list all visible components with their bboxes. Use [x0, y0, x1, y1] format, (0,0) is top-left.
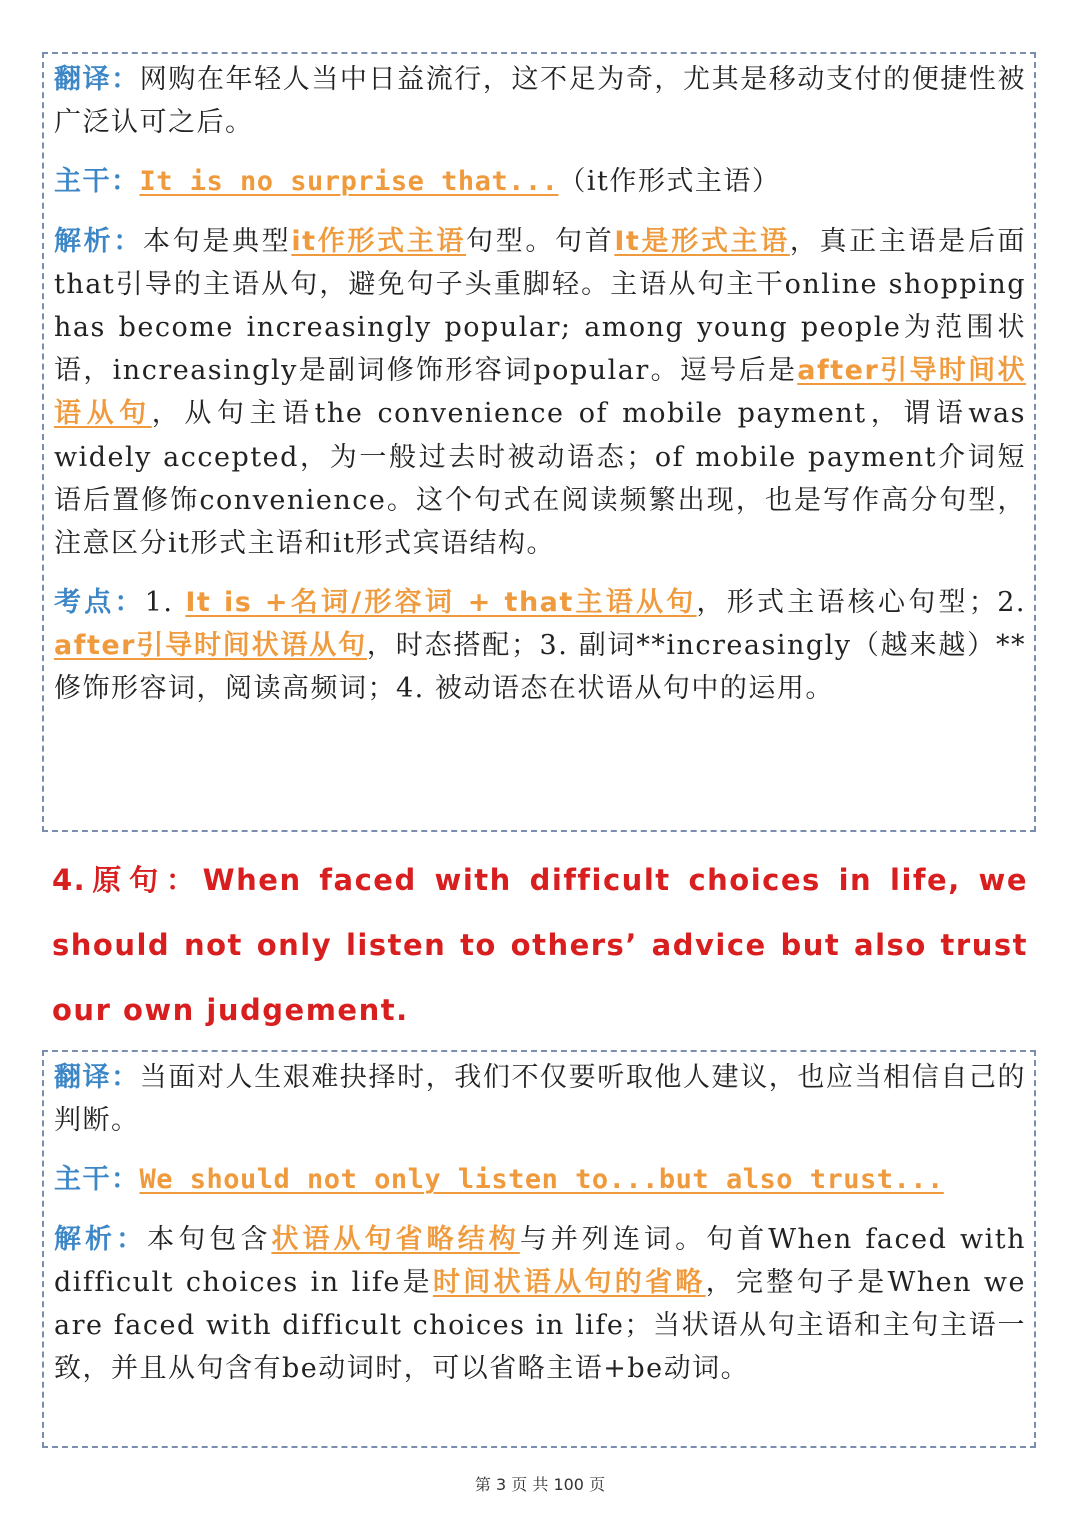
test-points-text-1: 1.: [144, 587, 186, 619]
main-clause-paragraph: [54, 1158, 1026, 1201]
analysis-highlight-2: It是形式主语: [614, 225, 790, 257]
test-points-highlight-1: It is +名词/形容词 + that主语从句: [185, 587, 697, 619]
test-points-text-3: ，时态搭配；3. 副词**increasingly（越来越）**修饰形容词，阅读高频词；4. 被动语态在状语从句中的运用。: [54, 630, 1026, 705]
original-label: 4.原句：: [52, 863, 203, 897]
main-clause-note: （it作形式主语）: [558, 166, 781, 198]
analysis-label: 解析：: [54, 1223, 148, 1255]
translation-text: 当面对人生艰难抉择时，我们不仅要听取他人建议，也应当相信自己的判断。: [54, 1062, 1027, 1137]
analysis-label: 解析：: [54, 225, 144, 257]
analysis-highlight-1: it作形式主语: [291, 225, 467, 257]
test-points-paragraph: [54, 581, 1026, 711]
analysis-text-3: ，真正主语是后面that引导的主语从句，避免句子头重脚轻。主语从句主干online shopping has become increasingly popular; among young people为范围状语，increasingly是副词修饰形容词popular。逗号后是: [54, 225, 1027, 387]
analysis-text-1: 本句包含: [147, 1223, 272, 1255]
translation-label: 翻译：: [54, 1062, 140, 1093]
main-clause-label: 主干：: [54, 1164, 140, 1196]
analysis-paragraph: [54, 1218, 1026, 1391]
analysis-paragraph: [54, 220, 1026, 566]
main-clause-highlight: We should not only listen to...but also trust...: [139, 1164, 944, 1196]
analysis-text-4: ，从句主语the convenience of mobile payment，谓语was widely accepted，为一般过去时被动语态；of mobile payment介词短语后置修饰convenience。这个句式在阅读频繁出现，也是写作高分句型，注意区分it形式主语和it形式宾语结构。: [54, 398, 1026, 559]
original-text: When faced with difficult choices in life, we should not only listen to others’ advice but also trust our own judgement.: [52, 863, 1028, 1027]
original-sentence-4: [52, 848, 1028, 1043]
analysis-text-2: 句型。句首: [466, 225, 615, 257]
analysis-text-3: ，完整句子是When we are faced with difficult choices in life；当状语从句主语和主句主语一致，并且从句含有be动词时，可以省略主语+be动词。: [54, 1266, 1026, 1385]
analysis-box-3: [42, 52, 1036, 832]
analysis-box-4: [42, 1050, 1036, 1448]
translation-paragraph: [54, 1056, 1026, 1142]
analysis-highlight-2: 时间状语从句的省略: [432, 1266, 706, 1298]
test-points-label: 考点：: [54, 587, 145, 619]
translation-paragraph: [54, 58, 1026, 144]
page-number: 第 3 页 共 100 页: [474, 1475, 606, 1494]
analysis-highlight-1: 状语从句省略结构: [271, 1223, 520, 1255]
analysis-text-1: 本句是典型: [143, 225, 292, 257]
translation-text: 网购在年轻人当中日益流行，这不足为奇，尤其是移动支付的便捷性被广泛认可之后。: [54, 64, 1027, 139]
test-points-highlight-2: after引导时间状语从句: [54, 630, 367, 662]
main-clause-paragraph: [54, 160, 1026, 203]
translation-label: 翻译：: [54, 64, 140, 95]
main-clause-label: 主干：: [54, 166, 140, 198]
analysis-highlight-3: after引导时间状语从句: [54, 355, 1026, 430]
test-points-text-2: ，形式主语核心句型；2.: [696, 587, 1027, 619]
main-clause-highlight: It is no surprise that...: [139, 166, 559, 198]
analysis-text-2: 与并列连词。句首When faced with difficult choices in life是: [54, 1223, 1027, 1298]
